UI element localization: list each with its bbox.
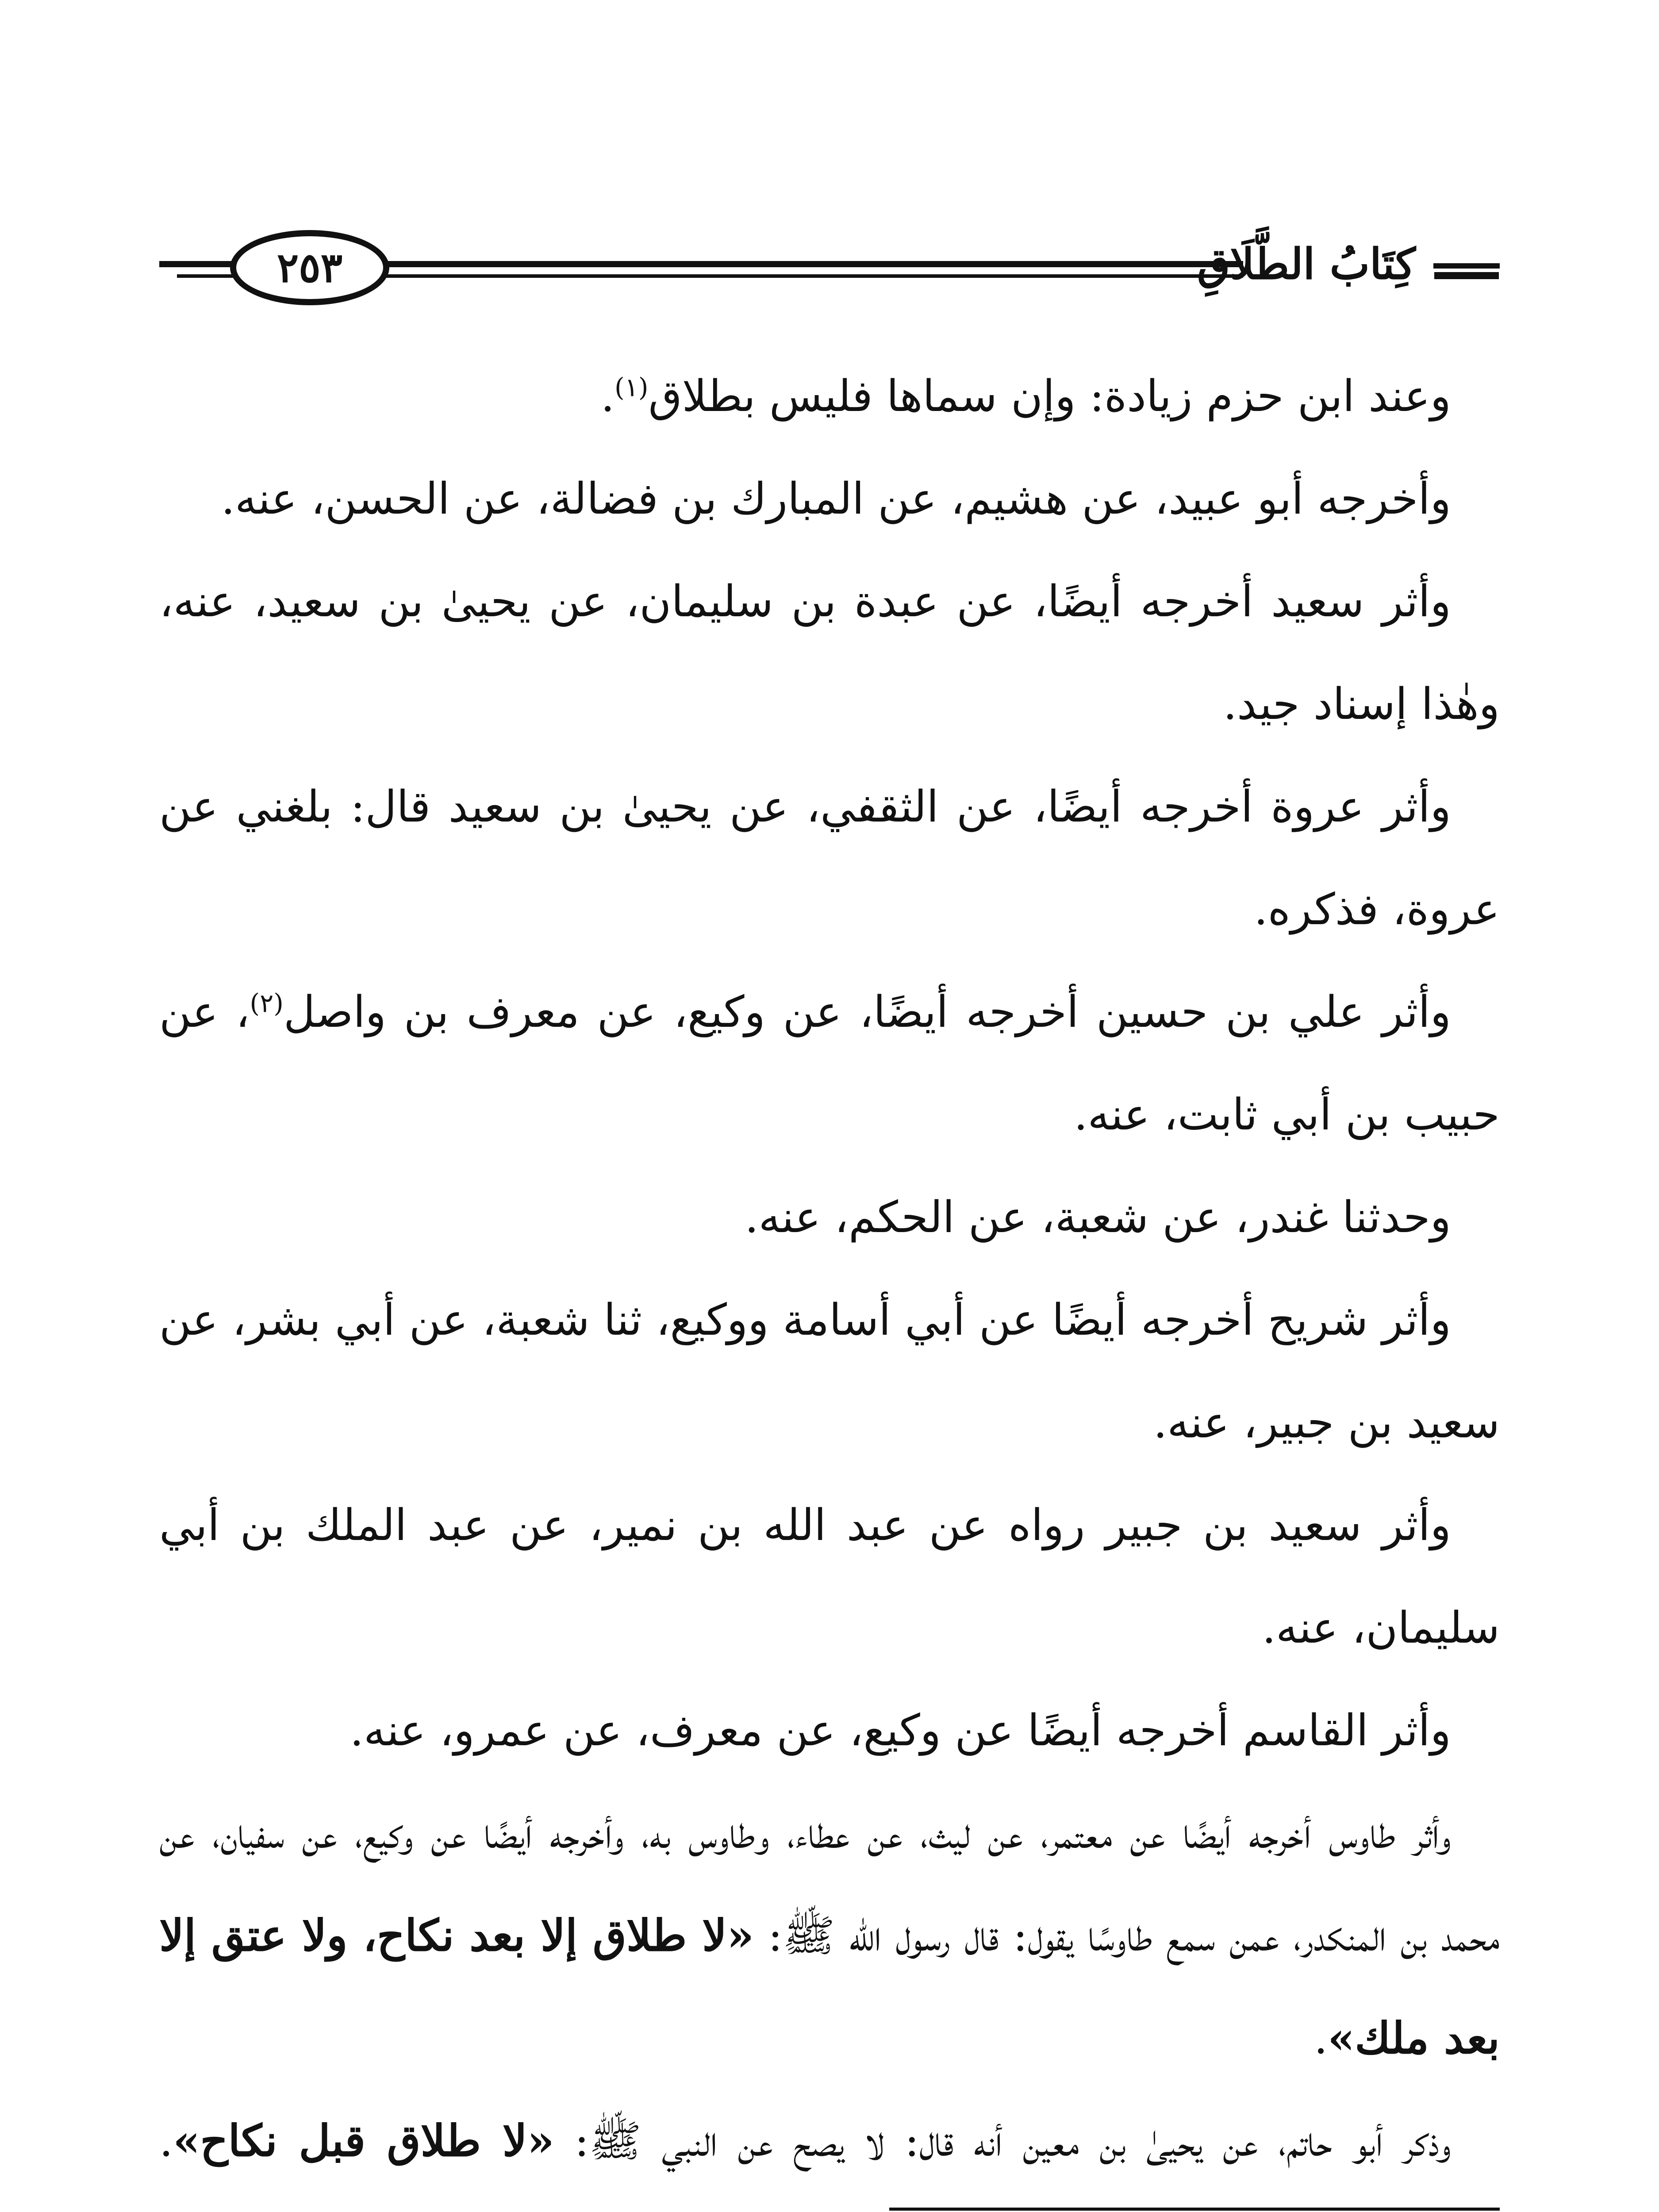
paragraph: وحدثنا غندر، عن شعبة، عن الحكم، عنه. [745, 1192, 1451, 1243]
paragraph: وأثر القاسم أخرجه أيضًا عن وكيع، عن معرف، عن عمرو، عنه. [349, 1705, 1451, 1756]
paragraph: وأثر سعيد أخرجه أيضًا، عن عبدة بن سليمان، عن يحيىٰ بن سعيد، عنه، وهٰذا إسناد جيد. [159, 576, 1500, 730]
paragraph: وأثر علي بن حسين أخرجه أيضًا، عن وكيع، عن معرف بن واصل$^{(٢)}$، عن حبيب بن أبي ثابت، عنه. [159, 987, 1500, 1140]
header-rule-left [159, 261, 234, 267]
page-header [159, 212, 1500, 319]
footnote-ref[interactable]: (٢) [250, 988, 284, 1018]
paragraph: وأثر طاوس أخرجه أيضًا عن معتمر، عن ليث، عن عطاء، وطاوس به، وأخرجه أيضًا عن وكيع، عن سفيان، عن محمد بن المنكدر، عمن سمع طاوسًا يقول: قال رسول الله ﷺ: «لا طلاق إلا بعد نكاح، ولا عتق إلا بعد ملك». [159, 1808, 1500, 2064]
page-number-badge [230, 230, 389, 305]
paragraph: وذكر أبو حاتم، عن يحيىٰ بن معين أنه قال: لا يصح عن النبي ﷺ: «لا طلاق قبل نكاح». [159, 2116, 1452, 2166]
paragraph: وأثر عروة أخرجه أيضًا، عن الثقفي، عن يحيىٰ بن سعيد قال: بلغني عن عروة، فذكره. [159, 782, 1500, 935]
hadith-quote: «لا طلاق قبل نكاح» [173, 2116, 554, 2166]
footnote-separator [889, 2208, 1500, 2211]
paragraph: وأثر سعيد بن جبير رواه عن عبد الله بن نمير، عن عبد الملك بن أبي سليمان، عنه. [159, 1500, 1500, 1653]
paragraph: وأثر شريح أخرجه أيضًا عن أبي أسامة ووكيع، ثنا شعبة، عن أبي بشر، عن سعيد بن جبير، عنه. [159, 1295, 1500, 1448]
chapter-title: كِتَابُ الطَّلَاقِ [1197, 239, 1416, 289]
paragraph: وأخرجه أبو عبيد، عن هشيم، عن المبارك بن فضالة، عن الحسن، عنه. [221, 474, 1451, 524]
main-text [159, 345, 1500, 2212]
header-rule-center [380, 261, 1243, 267]
hadith-quote: «لا طلاق إلا بعد نكاح، ولا عتق إلا بعد ملك» [159, 1910, 1500, 2064]
header-title-rule [1433, 263, 1500, 272]
header-rule-left-lower [177, 274, 234, 278]
paragraph: وعند ابن حزم زيادة: وإن سماها فليس بطلاق$^{(١)}$. [600, 371, 1451, 422]
footnote-ref[interactable]: (١) [614, 372, 649, 403]
header-title [1197, 239, 1500, 289]
page-number: ٢٥٣ [276, 244, 343, 292]
header-rule-center-lower [380, 274, 1243, 278]
